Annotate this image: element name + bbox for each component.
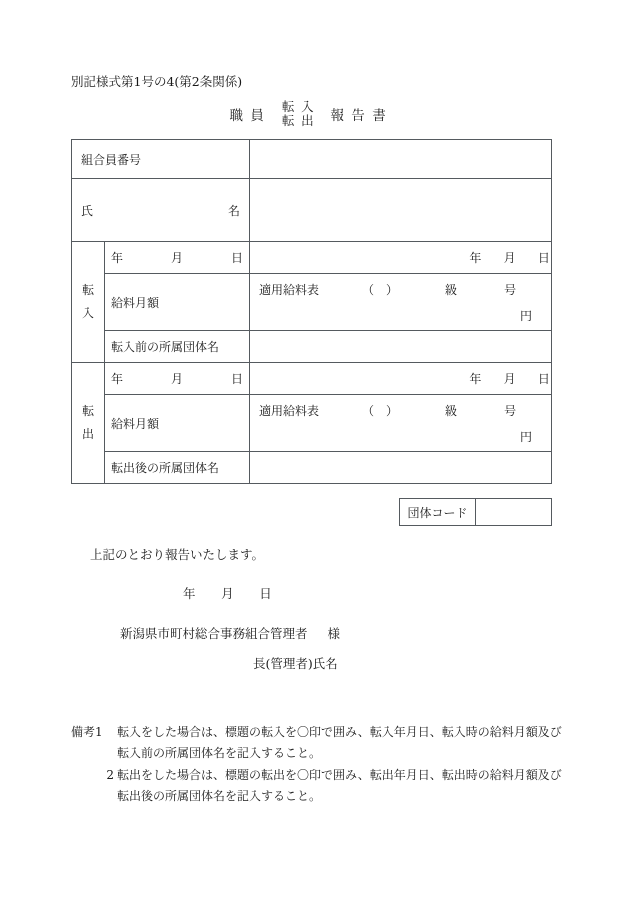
transfer-in-date-year-label: 年 (111, 251, 124, 265)
transfer-in-org-label: 転入前の所属団体名 (111, 340, 220, 354)
transfer-out-org-input-cell[interactable] (250, 452, 552, 484)
addressee-line (120, 628, 340, 641)
transfer-out-salary-paren: （ ） (362, 404, 399, 418)
submission-date-month: 月 (221, 586, 235, 601)
addressee-name: 新潟県市町村総合事務組合管理者 (120, 626, 308, 641)
title-transfer-stack (282, 100, 328, 127)
transfer-in-date-input-cell[interactable] (250, 242, 552, 274)
transfer-out-salary-grade: 級 (445, 404, 458, 418)
org-code-row (400, 499, 552, 526)
remark-first-line (71, 722, 562, 743)
transfer-out-salary-unit: 円 (520, 430, 533, 444)
table-row-transfer-out-date (72, 363, 552, 395)
transfer-in-char-1: 転 (81, 282, 94, 297)
org-code-table (399, 498, 552, 526)
name-label-right: 名 (228, 203, 241, 218)
org-code-label-cell (400, 499, 476, 526)
title-transfer-out: 転出 (281, 112, 321, 128)
transfer-in-date-month-label: 月 (171, 251, 184, 265)
remark-2-line-2: 転出後の所属団体名を記入すること。 (117, 789, 322, 804)
transfer-out-date-input-cell[interactable] (250, 363, 552, 395)
remark-1-line-1: 転入をした場合は、標題の転入を〇印で囲み、転入年月日、転入時の給料月額及び (117, 725, 562, 739)
table-row-transfer-in-org (72, 331, 552, 363)
table-row-transfer-in-date (72, 242, 552, 274)
table-row-transfer-out-org (72, 452, 552, 484)
transfer-in-org-label-cell (105, 331, 250, 363)
transfer-out-date-day-label: 日 (231, 372, 244, 386)
transfer-out-salary-table-label: 適用給料表 (259, 404, 320, 418)
transfer-out-salary-number: 号 (504, 404, 517, 418)
remark-second-line (71, 765, 562, 786)
transfer-out-date-label (105, 370, 249, 387)
remark-head-2: 2 (106, 767, 114, 782)
transfer-in-salary-grade: 級 (445, 283, 458, 297)
transfer-in-date-day: 日 (537, 251, 552, 265)
member-number-input-cell[interactable] (250, 140, 552, 179)
transfer-in-org-input-cell[interactable] (250, 331, 552, 363)
transfer-in-salary-number: 号 (504, 283, 517, 297)
name-label-left: 氏 (81, 203, 94, 218)
member-number-label: 組合員番号 (81, 152, 142, 167)
transfer-out-salary-input-cell[interactable] (250, 395, 552, 452)
transfer-in-date-month: 月 (503, 251, 517, 265)
name-input-cell[interactable] (250, 179, 552, 242)
transfer-in-salary-input-cell[interactable] (250, 274, 552, 331)
transfer-in-salary-label-cell (105, 274, 250, 331)
submission-date-year: 年 (183, 586, 197, 601)
table-row-transfer-in-salary (72, 274, 552, 331)
main-form-table (71, 139, 552, 484)
transfer-out-org-label-cell (105, 452, 250, 484)
remark-item (71, 765, 562, 808)
transfer-in-char-2: 入 (81, 306, 94, 320)
transfer-out-char-2: 出 (81, 427, 94, 441)
transfer-out-side-label (72, 363, 105, 484)
transfer-out-char-1: 転 (81, 403, 94, 418)
signature-line: 長(管理者)氏名 (253, 656, 338, 671)
transfer-out-date-year: 年 (469, 372, 483, 386)
transfer-in-salary-label: 給料月額 (111, 295, 160, 310)
member-number-label-cell (72, 140, 250, 179)
org-code-label: 団体コード (407, 505, 468, 520)
statement-text: 上記のとおり報告いたします。 (90, 547, 265, 562)
transfer-out-salary-detail (250, 395, 551, 451)
transfer-out-date-label-cell (105, 363, 250, 395)
transfer-in-date-year: 年 (469, 251, 483, 265)
submission-date-day: 日 (259, 586, 273, 601)
remarks-section (71, 722, 562, 807)
form-number: 別記様式第1号の4(第2条関係) (71, 74, 243, 89)
table-row-name (72, 179, 552, 242)
transfer-out-date-day: 日 (537, 372, 552, 386)
transfer-in-salary-table-label: 適用給料表 (259, 283, 320, 297)
remark-2-line-1: 転出をした場合は、標題の転出を〇印で囲み、転出年月日、転出時の給料月額及び (117, 767, 562, 782)
transfer-in-date-day-label: 日 (231, 251, 244, 265)
transfer-out-date-month: 月 (503, 372, 517, 386)
page-title (0, 100, 630, 127)
transfer-out-org-label: 転出後の所属団体名 (111, 461, 220, 475)
name-label-cell (72, 179, 250, 242)
transfer-out-date-month-label: 月 (171, 372, 184, 386)
transfer-in-salary-unit: 円 (520, 309, 533, 323)
name-label (72, 202, 249, 219)
title-part-report: 報告書 (330, 107, 394, 124)
transfer-out-salary-line (259, 402, 542, 419)
transfer-in-salary-line (259, 281, 542, 298)
transfer-out-salary-label: 給料月額 (111, 416, 160, 431)
addressee-honorific: 様 (327, 626, 341, 641)
transfer-in-salary-paren: （ ） (362, 283, 399, 297)
transfer-in-side-label (72, 242, 105, 363)
table-row-transfer-out-salary (72, 395, 552, 452)
org-code-input-cell[interactable] (476, 499, 552, 526)
remark-1-line-2: 転入前の所属団体名を記入すること。 (117, 746, 322, 761)
transfer-in-date-label-cell (105, 242, 250, 274)
transfer-out-salary-label-cell (105, 395, 250, 452)
table-row-member-number (72, 140, 552, 179)
transfer-in-salary-detail (250, 274, 551, 330)
title-part-staff: 職員 (229, 107, 272, 124)
transfer-out-date-year-label: 年 (111, 372, 124, 386)
title-transfer-in: 転入 (281, 99, 321, 114)
submission-date-line (183, 588, 272, 601)
transfer-in-date-label (105, 249, 249, 266)
remark-item (71, 722, 562, 765)
remark-head-1: 備考1 (71, 725, 103, 739)
